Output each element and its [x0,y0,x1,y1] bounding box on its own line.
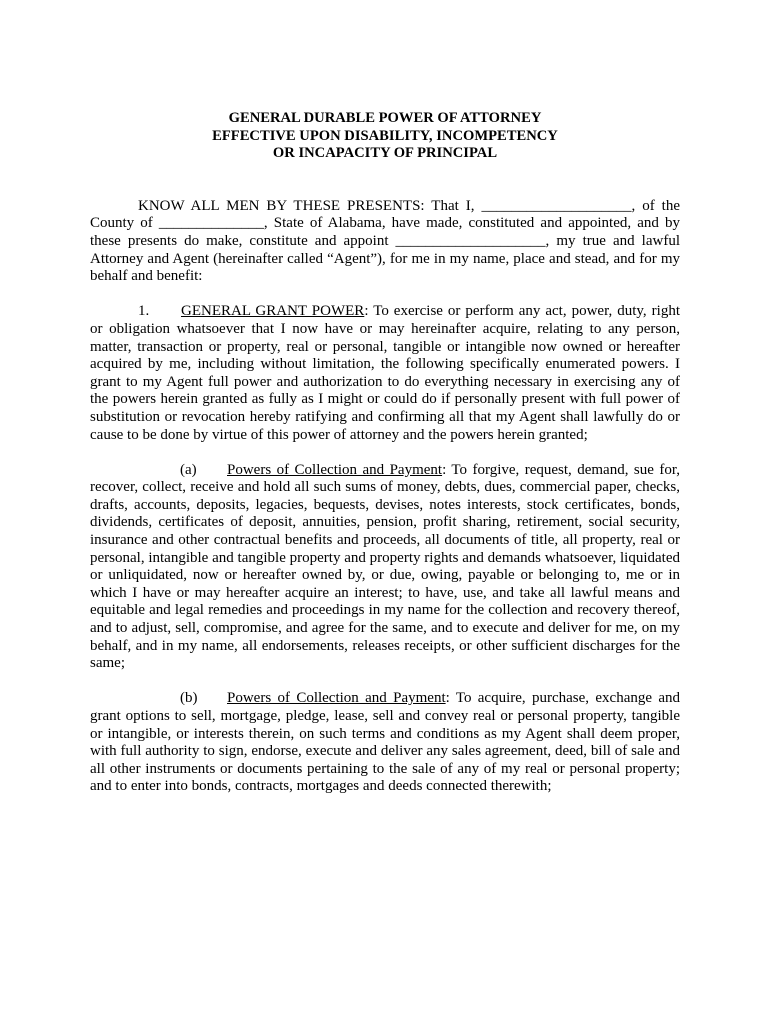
section-general-grant-power [90,303,680,444]
section-body: To exercise or perform any act, power, duty, right or obligation whatsoever that I now have or may hereinafter acquire, relating to any person, matter, transaction or property, real or personal, tangible or intangible now owned or hereafter acquired by me, including without limitation, the following specifically enumerated powers. I grant to my Agent full power and authorization to do everything necessary in exercising any of the powers herein granted as fully as I might or could do if personally present with full power of substitution or revocation hereby ratifying and confirming all that my Agent shall lawfully do or cause to be done by virtue of this power of attorney and the powers herein granted; [90,303,680,443]
subsection-heading: Powers of Collection and Payment [227,461,443,478]
subsection-label: (a) [180,461,197,478]
subsection-body: To acquire, purchase, exchange and grant options to sell, mortgage, pledge, lease, sell and convey real or personal property, tangible or intangible, or interests therein, on such terms and conditions as my Agent shall deem proper, with full authority to sign, endorse, execute and deliver any sales agreement, deed, bill of sale and all other instruments or documents pertaining to the sale of any of my real or personal property; and to enter into bonds, contracts, mortgages and deeds connected therewith; [90,690,680,795]
subsection-heading-suffix: : [442,461,447,478]
title-line: OR INCAPACITY OF PRINCIPAL [272,145,498,162]
subsection-a [90,462,680,673]
subsection-label: (b) [180,690,198,707]
document-body [90,110,680,796]
section-number: 1. [138,303,150,320]
section-heading-suffix: : [364,303,369,320]
section-heading: GENERAL GRANT POWER [181,303,365,320]
subsection-heading-suffix: : [445,690,450,707]
subsection-heading: Powers of Collection and Payment [227,690,446,707]
subsection-body: To forgive, request, demand, sue for, recover, collect, receive and hold all such sums of money, debts, dues, commercial paper, checks, drafts, accounts, deposits, legacies, bequests, devises, notes interests, stock certificates, bonds, dividends, certificates of deposit, annuities, pension, profit sharing, retirement, social security, insurance and other contractual benefits and proceeds, all documents of title, all property, real or personal, intangible and tangible property and property rights and demands whatsoever, liquidated or unliquidated, now or hereafter owned by, or due, owing, payable or belonging to, me or in which I have or may hereafter acquire an interest; to have, use, and take all lawful means and equitable and legal remedies and proceedings in my name for the collection and recovery thereof, and to adjust, sell, compromise, and agree for the same, and to execute and deliver for me, on my behalf, and in my name, all endorsements, releases receipts, or other sufficient discharges for the same; [90,461,680,672]
title-line: GENERAL DURABLE POWER OF ATTORNEY [228,110,542,126]
subsection-b [90,690,680,796]
intro-paragraph: KNOW ALL MEN BY THESE PRESENTS: That I, ____________________, of the County of ______________, State of Alabama, have made, constituted and appointed, and by these presents do make, constitute and appoint ____________________, my true and lawful Attorney and Agent (hereinafter called “Agent”), for me in my name, place and stead, and for my behalf and benefit: [90,197,680,285]
title-line: EFFECTIVE UPON DISABILITY, INCOMPETENCY [212,127,558,144]
document-title [90,110,680,163]
